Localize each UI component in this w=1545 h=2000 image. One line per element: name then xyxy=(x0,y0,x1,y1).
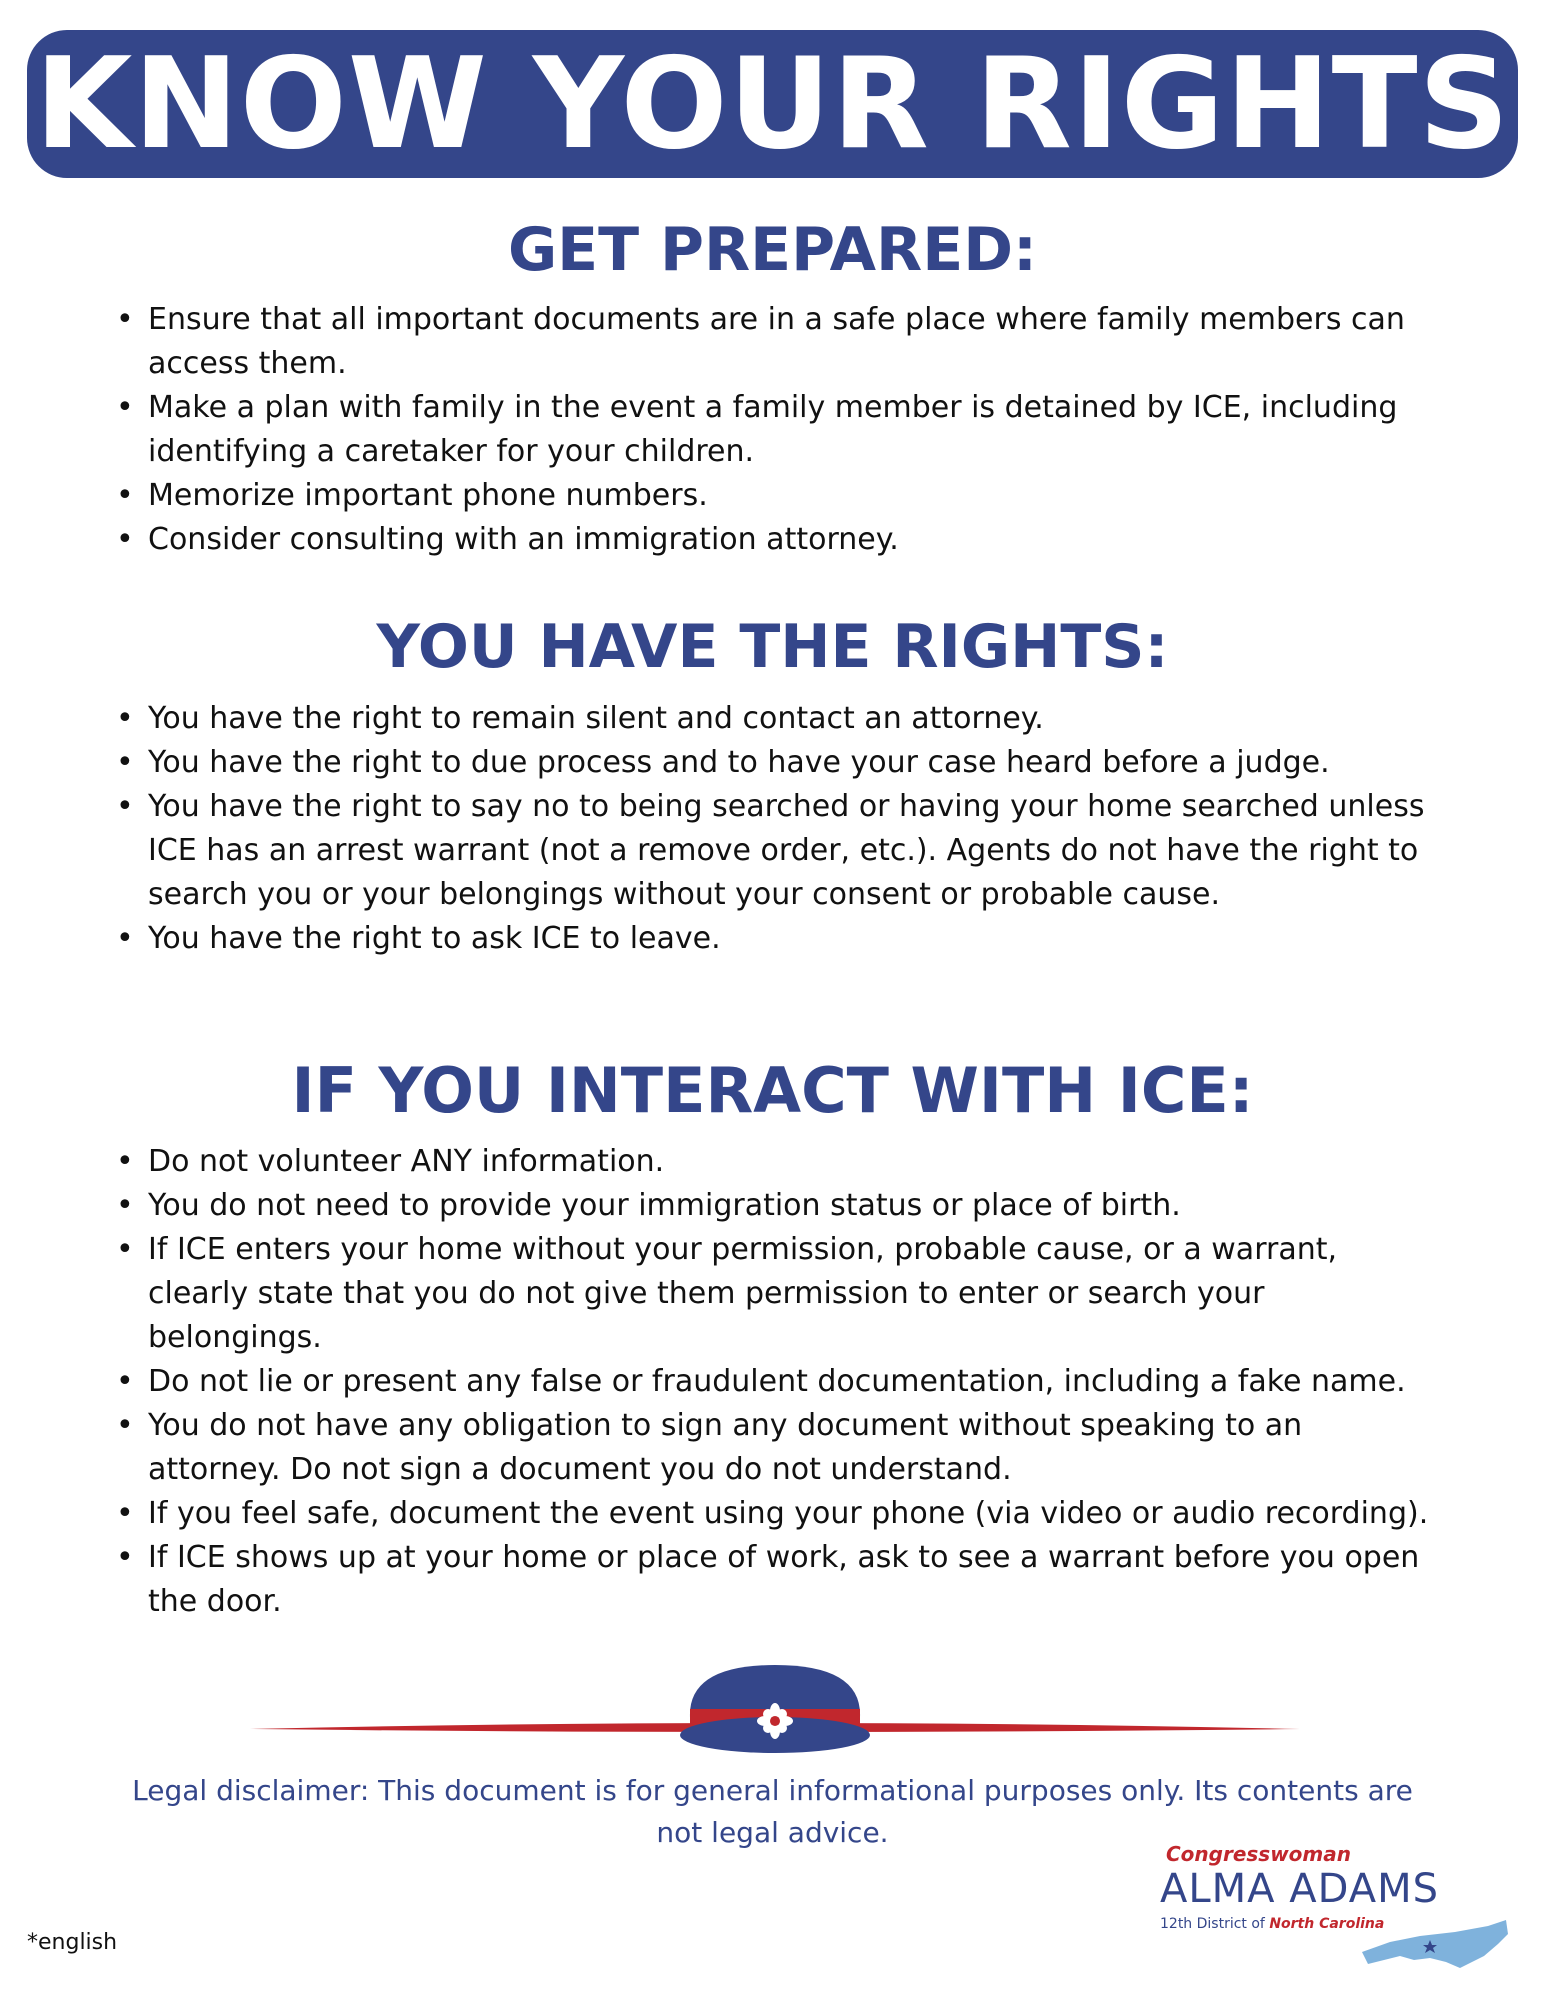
hat-with-flower-icon xyxy=(250,1665,1300,1765)
north-carolina-map-icon xyxy=(1360,1912,1510,1972)
list-item: • Do not lie or present any false or fraudulent documentation, including a fake name. xyxy=(112,1360,1442,1404)
list-item: • If ICE shows up at your home or place of work, ask to see a warrant before you open the door. xyxy=(112,1536,1442,1624)
list-item: • Ensure that all important documents are in a safe place where family members can access them. xyxy=(112,298,1442,386)
list-item: • You have the right to remain silent and contact an attorney. xyxy=(112,697,1442,741)
logo-district-text: 12th District of xyxy=(1160,1916,1265,1932)
language-note: *english xyxy=(27,1930,118,1955)
list-item: • You do not need to provide your immigration status or place of birth. xyxy=(112,1184,1442,1228)
title-banner xyxy=(27,30,1518,178)
page-title: KNOW YOUR RIGHTS xyxy=(34,30,1511,177)
section-heading-if-you-interact-with-ice: IF YOU INTERACT WITH ICE: xyxy=(291,1054,1254,1127)
list-item: • Do not volunteer ANY information. xyxy=(112,1140,1442,1184)
list-item: • If ICE enters your home without your permission, probable cause, or a warrant, clearly state that you do not give them permission to enter or search your belongings. xyxy=(112,1228,1442,1360)
list-item: • Memorize important phone numbers. xyxy=(112,474,1442,518)
list-item: • You have the right to say no to being searched or having your home searched unless ICE has an arrest warrant (not a remove order, etc.). Agents do not have the right to search you or your belongings without your consent or probable cause. xyxy=(112,785,1442,917)
logo-name: ALMA ADAMS xyxy=(1160,1866,1439,1912)
logo-state: North Carolina xyxy=(1269,1916,1385,1932)
congresswoman-logo xyxy=(1148,1842,1508,1972)
legal-disclaimer: Legal disclaimer: This document is for general informational purposes only. Its contents are not legal advice. xyxy=(132,1774,1413,1849)
list-item: • If you feel safe, document the event using your phone (via video or audio recording). xyxy=(112,1492,1442,1536)
rights-list xyxy=(112,697,1442,961)
hat-divider xyxy=(250,1665,1300,1765)
list-item: • You have the right to ask ICE to leave. xyxy=(112,917,1442,961)
get-prepared-list xyxy=(112,298,1442,562)
logo-district xyxy=(1160,1916,1384,1932)
section-heading-you-have-the-rights: YOU HAVE THE RIGHTS: xyxy=(376,612,1169,682)
list-item: • Make a plan with family in the event a family member is detained by ICE, including identifying a caretaker for your children. xyxy=(112,386,1442,474)
interact-with-ice-list xyxy=(112,1140,1442,1624)
logo-prefix: Congresswoman xyxy=(1166,1842,1351,1866)
list-item: • You have the right to due process and to have your case heard before a judge. xyxy=(112,741,1442,785)
list-item: • Consider consulting with an immigration attorney. xyxy=(112,518,1442,562)
section-heading-get-prepared: GET PREPARED: xyxy=(507,215,1038,285)
list-item: • You do not have any obligation to sign any document without speaking to an attorney. Do not sign a document you do not understand. xyxy=(112,1404,1442,1492)
